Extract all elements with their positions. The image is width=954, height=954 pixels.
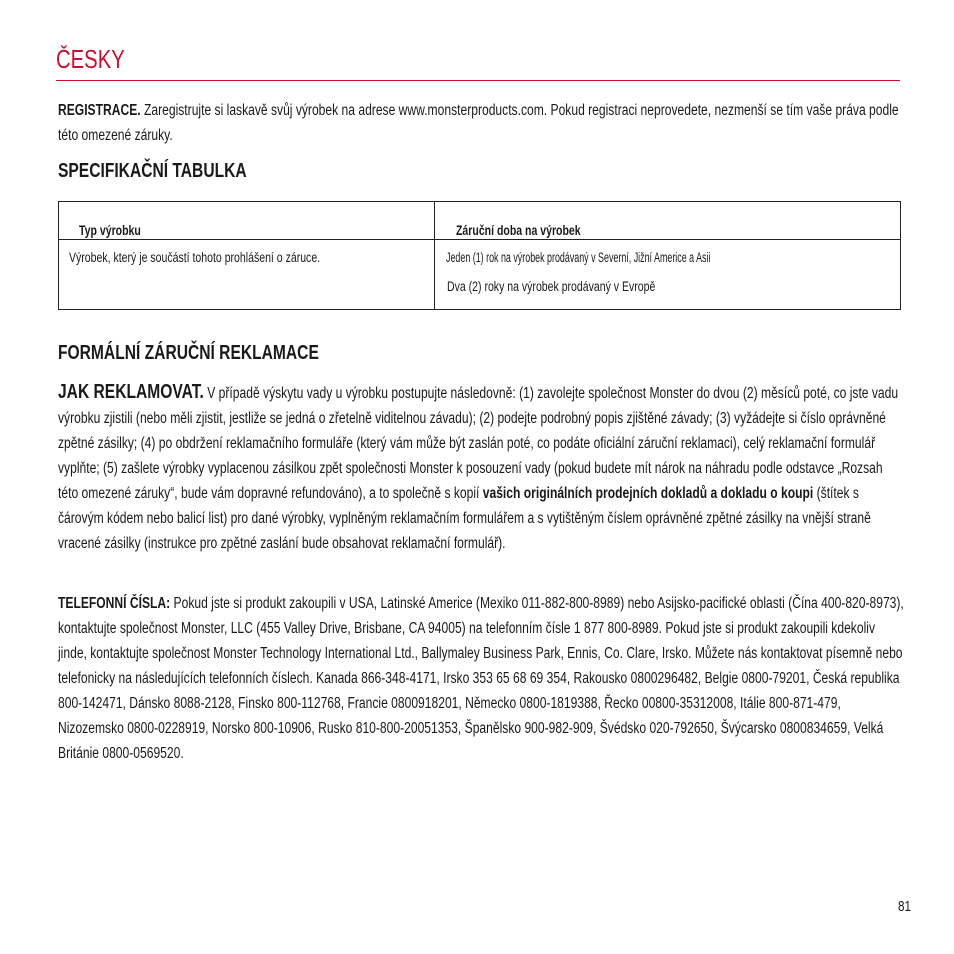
spec-table [58,201,901,310]
claims-heading: FORMÁLNÍ ZÁRUČNÍ REKLAMACE [58,342,319,364]
phones-paragraph [58,591,904,766]
table-header-row [59,202,901,240]
table-header-cell [59,202,435,240]
product-type-value: Výrobek, který je součástí tohoto prohlášení o záruce. [69,250,321,265]
table-cell [435,240,901,310]
how-to-claim-label: JAK REKLAMOVAT. [58,381,204,403]
registration-paragraph [58,98,904,148]
col-warranty-period-header: Záruční doba na výrobek [456,223,581,238]
phones-text: Pokud jste si produkt zakoupili v USA, Latinské Americe (Mexiko 011-882-800-8989) nebo Asijsko-pacifické oblasti (Čína 400-820-8973), kontaktujte společnost Monster, LLC (455 Valley Drive, Brisbane, CA 94005) na telefonním čísle 1 877 800-8989. Pokud jste si produkt zakoupili kdekoliv jinde, kontaktujte společnost Monster Technology International Ltd., Ballymaley Business Park, Ennis, Co. Clare, Irsko. Můžete nás kontaktovat písemně nebo telefonicky na následujících telefonních číslech. Kanada 866-348-4171, Irsko 353 65 68 69 354, Rakousko 0800296482, Belgie 0800-79201, Česká republika 800-142471, Dánsko 8088-2128, Finsko 800-112768, Francie 0800918201, Německo 0800-1819388, Řecko 00800-35312008, Itálie 800-871-479, Nizozemsko 0800-0228919, Norsko 800-10906, Rusko 810-800-20051353, Španělsko 900-982-909, Švédsko 020-792650, Švýcarsko 0800834659, Velká Británie 0800-0569520. [58,595,904,762]
registration-text: Zaregistrujte si laskavě svůj výrobek na adrese www.monsterproducts.com. Pokud registraci neprovedete, nezmenší se tím vaše práva podle této omezené záruky. [58,102,899,144]
spec-table-heading: SPECIFIKAČNÍ TABULKA [58,160,247,182]
claims-text-bold: vašich originálních prodejních dokladů a dokladu o koupi [482,485,814,502]
language-title: ČESKY [56,44,125,74]
col-product-type-header: Typ výrobku [79,223,141,238]
claims-text-part2: (štítek s čárovým kódem nebo balicí list) pro dané výrobky, vyplněným reklamačním formulářem a s vytištěným číslem oprávněné zpětné zásilky na vnější straně vracené zásilky (instrukce pro zpětné zaslání bude obsahovat reklamační formulář). [58,485,871,552]
warranty-period-line-2: Dva (2) roky na výrobek prodávaný v Evropě [447,279,656,294]
table-row [59,240,901,310]
claims-paragraph [58,380,904,556]
page-number: 81 [898,898,912,915]
warranty-period-line-1: Jeden (1) rok na výrobek prodávaný v Severní, Jižní Americe a Asii [446,250,711,265]
phones-label: TELEFONNÍ ČÍSLA: [58,595,171,612]
header-rule [56,80,900,81]
claims-text-part1: V případě výskytu vady u výrobku postupujte následovně: (1) zavolejte společnost Monster do dvou (2) měsíců poté, co jste vadu výrobku zjistili (nebo měli zjistit, jestliže se jedná o zřetelně viditelnou závadu); (2) podejte podrobný popis zjištěné závady; (3) vyžádejte si číslo oprávněné zpětné zásilky; (4) po obdržení reklamačního formuláře (který vám může být zaslán poté, co podáte oficiální záruční reklamaci), celý reklamační formulář vyplňte; (5) zašlete výrobky vyplacenou zásilkou zpět společnosti Monster k posouzení vady (pokud budete mít nárok na náhradu podle odstavce „Rozsah této omezené záruky“, bude vám dopravné refundováno), a to společně s kopií [58,385,899,502]
table-cell [59,240,435,310]
registration-label: REGISTRACE. [58,102,141,119]
table-header-cell [435,202,901,240]
